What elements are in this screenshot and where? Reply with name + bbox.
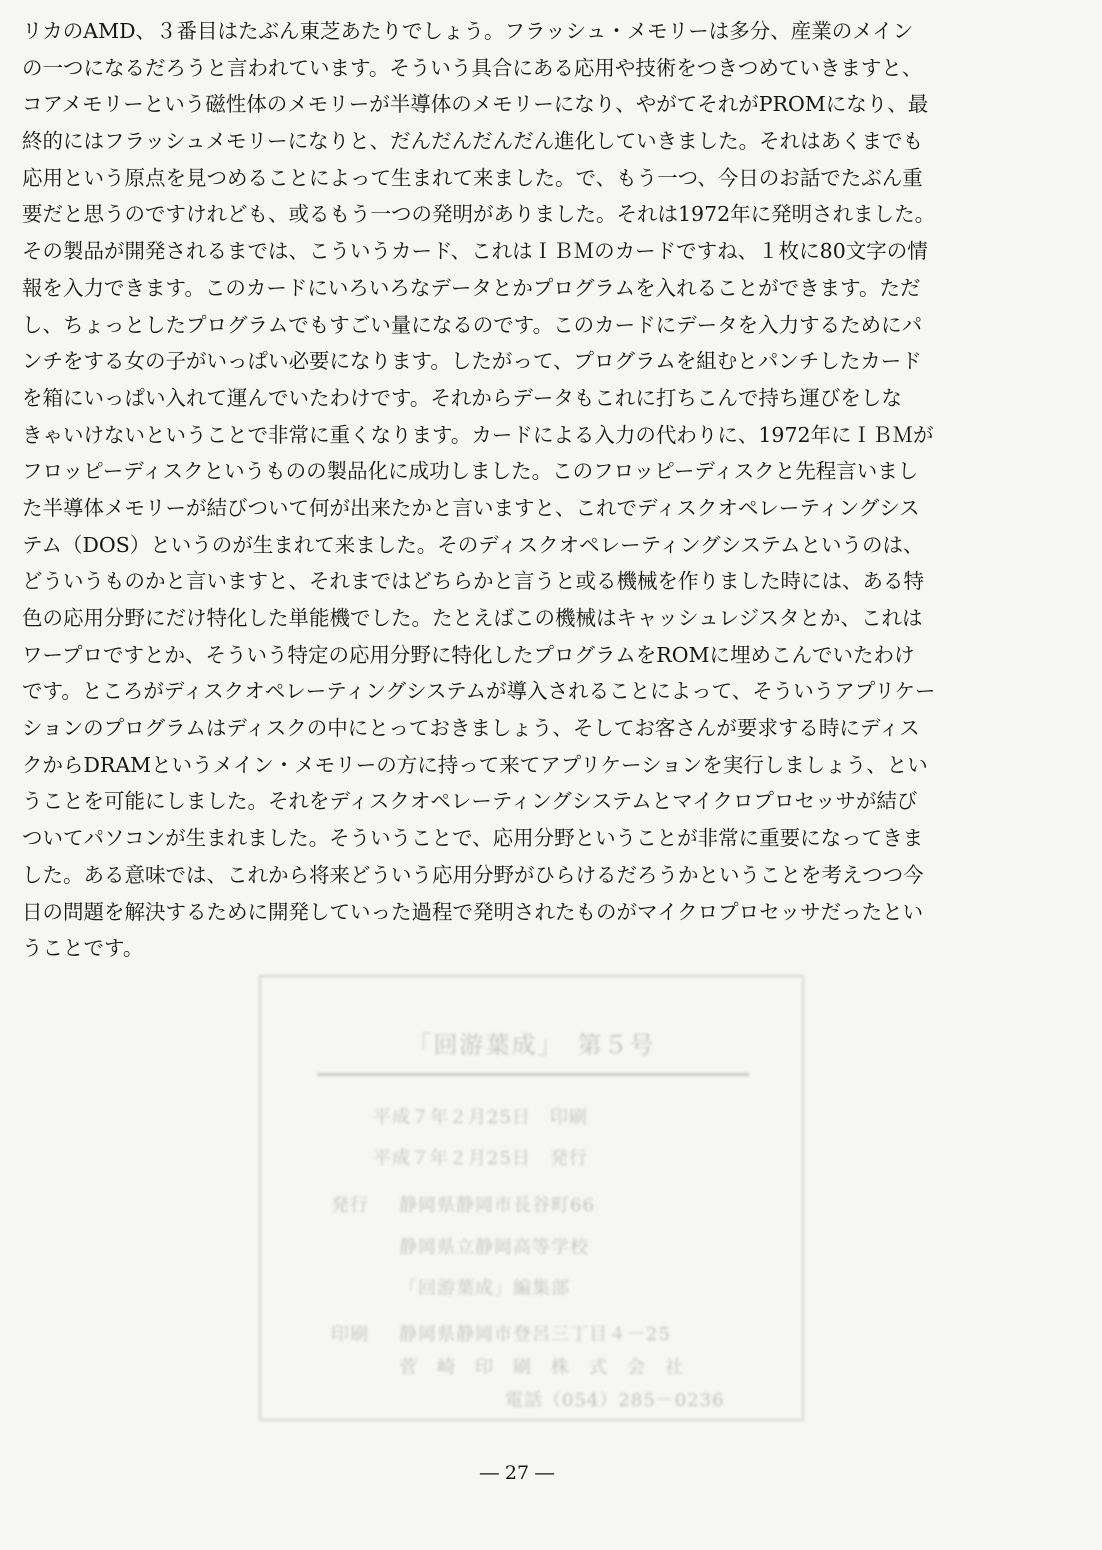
body-line: 報を入力できます。このカードにいろいろなデータとかプログラムを入れることができます。ただ <box>22 275 921 300</box>
body-line: 終的にはフラッシュメモリーになりと、だんだんだんだん進化していきました。それはあくまでも <box>22 129 924 154</box>
body-line: リカのAMD、３番目はたぶん東芝あたりでしょう。フラッシュ・メモリーは多分、産業のメイン <box>22 19 914 43</box>
body-line: クからDRAMというメイン・メモリーの方に持って来てアプリケーションを実行しましょう、とい <box>22 752 928 777</box>
colophon-title: 「回游葉成」 第５号 <box>407 1031 656 1059</box>
body-line: ンチをする女の子がいっぱい必要になります。したがって、プログラムを組むとパンチしたカード <box>22 349 922 374</box>
colophon-issued-date: 平成７年２月25日 発行 <box>373 1148 588 1169</box>
colophon-phone: 電話（054）285－0236 <box>505 1390 725 1411</box>
body-line: ションのプログラムはディスクの中にとっておきましょう、そしてお客さんが要求する時にディス <box>22 716 920 741</box>
colophon-publisher-label: 発行 <box>331 1195 369 1216</box>
body-line: 応用という原点を見つめることによって生まれて来ました。で、もう一つ、今日のお話でたぶん重 <box>22 165 923 190</box>
body-line: きゃいけないということで非常に重くなります。カードによる入力の代わりに、1972年にＩＢＭが <box>22 422 934 447</box>
body-line: どういうものかと言いますと、それまではどちらかと言うと或る機械を作りました時には、ある特 <box>22 569 924 594</box>
colophon-box <box>259 975 804 1421</box>
body-text <box>22 13 1022 967</box>
colophon-printer-label: 印刷 <box>331 1324 369 1345</box>
body-line: うことです。 <box>22 936 144 961</box>
body-line: フロッピーディスクというものの製品化に成功しました。このフロッピーディスクと先程言いまし <box>22 459 919 484</box>
colophon-publisher-address: 静岡県静岡市長谷町66 <box>399 1195 595 1216</box>
colophon-editorial: 「回游葉成」編集部 <box>399 1278 570 1299</box>
body-line: コアメモリーという磁性体のメモリーが半導体のメモリーになり、やがてそれがPROMになり、最 <box>22 92 929 117</box>
colophon-printer-address: 静岡県静岡市登呂三丁目４－25 <box>399 1324 671 1345</box>
colophon-printer-company: 菅 崎 印 刷 株 式 会 社 <box>399 1357 684 1378</box>
page-number: ― 27 ― <box>479 1462 555 1484</box>
body-line: その製品が開発されるまでは、こういうカード、これはＩＢＭのカードですね、１枚に80文字の情 <box>22 239 928 264</box>
body-line: の一つになるだろうと言われています。そういう具合にある応用や技術をつきつめていきますと、 <box>22 55 923 80</box>
body-line: し、ちょっとしたプログラムでもすごい量になるのです。このカードにデータを入力するためにパ <box>22 312 923 337</box>
body-line: ワープロですとか、そういう特定の応用分野に特化したプログラムをROMに埋めこんでいたわけ <box>22 642 915 667</box>
body-line: た半導体メモリーが結びついて何が出来たかと言いますと、これでディスクオペレーティングシス <box>22 495 920 520</box>
body-line: した。ある意味では、これから将来どういう応用分野がひらけるだろうかということを考えつつ今 <box>22 862 924 887</box>
body-line: 日の問題を解決するために開発していった過程で発明されたものがマイクロプロセッサだったとい <box>22 899 924 924</box>
colophon-printed-date: 平成７年２月25日 印刷 <box>373 1107 588 1128</box>
body-line: うことを可能にしました。それをディスクオペレーティングシステムとマイクロプロセッサが結び <box>22 789 918 814</box>
colophon-publisher-school: 静岡県立静岡高等学校 <box>399 1237 589 1258</box>
body-line: 要だと思うのですけれども、或るもう一つの発明がありました。それは1972年に発明されました。 <box>22 202 936 227</box>
body-line: です。ところがディスクオペレーティングシステムが導入されることによって、そういうアプリケー <box>22 679 936 704</box>
body-line: を箱にいっぱい入れて運んでいたわけです。それからデータもこれに打ちこんで持ち運びをしな <box>22 385 902 410</box>
colophon-divider <box>317 1073 749 1076</box>
body-line: テム（DOS）というのが生まれて来ました。そのディスクオペレーティングシステムというのは、 <box>22 532 924 557</box>
body-line: ついてパソコンが生まれました。そういうことで、応用分野ということが非常に重要になってきま <box>22 826 924 851</box>
body-line: 色の応用分野にだけ特化した単能機でした。たとえばこの機械はキャッシュレジスタとか、これは <box>22 606 923 630</box>
